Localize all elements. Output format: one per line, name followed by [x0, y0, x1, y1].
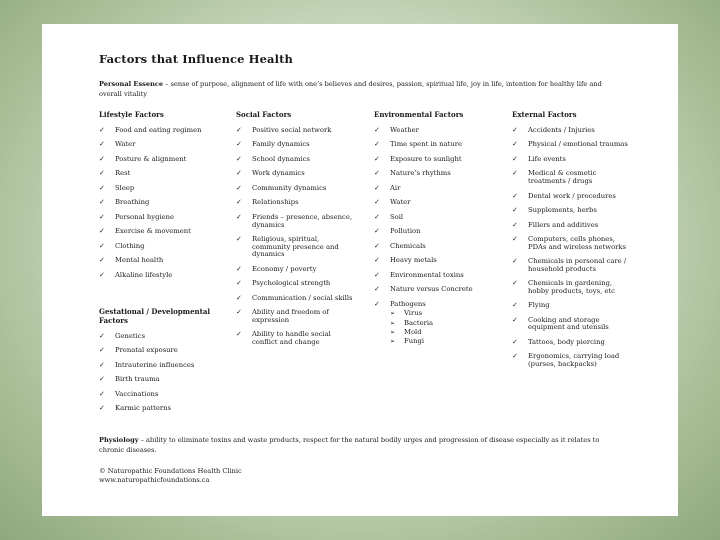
list-item: [236, 170, 358, 178]
list-item: [99, 127, 219, 135]
sublist-item: [390, 329, 479, 337]
check-icon: ✓: [99, 140, 105, 149]
gestational-heading: Gestational / Developmental Factors: [99, 307, 211, 325]
social-list: [236, 127, 358, 346]
check-icon: ✓: [99, 270, 105, 279]
check-icon: ✓: [374, 256, 380, 265]
list-item-label: Tattoos, body piercing: [528, 337, 605, 346]
lifestyle-column: [99, 110, 219, 286]
check-icon: ✓: [99, 227, 105, 236]
arrow-bullet-icon: ➢: [390, 310, 396, 318]
list-item-label: School dynamics: [252, 154, 310, 163]
check-icon: ✓: [236, 198, 242, 207]
external-column: [512, 110, 634, 375]
list-item: [236, 127, 358, 135]
check-icon: ✓: [99, 256, 105, 265]
list-item-label: Personal hygiene: [115, 212, 175, 221]
list-item-label: Chemicals: [390, 241, 426, 250]
list-item-label: Ability to handle social conflict and change: [252, 330, 331, 346]
check-icon: ✓: [512, 352, 518, 361]
list-item: [512, 207, 634, 215]
check-icon: ✓: [512, 301, 518, 310]
list-item: [99, 257, 219, 265]
check-icon: ✓: [374, 183, 380, 192]
document-page: [42, 24, 678, 516]
list-item: [236, 214, 358, 229]
lifestyle-heading: Lifestyle Factors: [99, 110, 164, 119]
social-heading: Social Factors: [236, 110, 292, 119]
list-item-label: Friends – presence, absence, dynamics: [252, 212, 353, 229]
list-item: [236, 266, 358, 274]
list-item: [99, 376, 219, 384]
list-item: [99, 156, 219, 164]
check-icon: ✓: [374, 241, 380, 250]
list-item: [99, 272, 219, 280]
check-icon: ✓: [236, 212, 242, 221]
list-item: [99, 391, 219, 399]
sublist-item-label: Bacteria: [404, 318, 434, 327]
check-icon: ✓: [236, 140, 242, 149]
list-item: [236, 236, 358, 259]
check-icon: ✓: [512, 220, 518, 229]
check-icon: ✓: [236, 279, 242, 288]
check-icon: ✓: [512, 279, 518, 288]
social-column: [236, 110, 358, 353]
list-item: [99, 170, 219, 178]
list-item-label: Cooking and storage equipment and utensils: [528, 315, 609, 332]
list-item-label: Economy / poverty: [252, 264, 317, 273]
list-item-label: Computers, cells phones, PDAs and wireless networks: [528, 234, 627, 251]
list-item-label: Dental work / procedures: [528, 191, 616, 200]
check-icon: ✓: [99, 154, 105, 163]
website-url: www.naturopathicfoundations.ca: [99, 476, 210, 484]
check-icon: ✓: [236, 308, 242, 317]
list-item: [512, 156, 634, 164]
list-item: [374, 141, 479, 149]
list-item-label: Fillers and additives: [528, 220, 599, 229]
check-icon: ✓: [512, 257, 518, 266]
list-item: [236, 280, 358, 288]
check-icon: ✓: [99, 126, 105, 134]
list-item-label: Communication / social skills: [252, 293, 353, 302]
list-item: [99, 243, 219, 251]
check-icon: ✓: [99, 375, 105, 384]
sublist-item: [390, 320, 479, 328]
list-item: [512, 353, 634, 368]
list-item: [99, 214, 219, 222]
environmental-heading: Environmental Factors: [374, 110, 464, 119]
list-item: [512, 258, 634, 273]
footer: [99, 467, 242, 485]
personal-essence-text: – sense of purpose, alignment of life with one’s believes and desires, passion, spiritual life, joy in life, intention for healthy life and overall vitality: [99, 80, 602, 98]
list-item: [99, 228, 219, 236]
list-item-label: Weather: [390, 126, 419, 134]
list-item: [236, 199, 358, 207]
list-item: [99, 347, 219, 355]
list-item-label: Vaccinations: [115, 389, 159, 398]
list-item: [374, 199, 479, 207]
list-item: [99, 405, 219, 413]
check-icon: ✓: [236, 330, 242, 339]
list-item: [236, 156, 358, 164]
list-item-label: Heavy metals: [390, 256, 437, 265]
list-item: [374, 301, 479, 346]
check-icon: ✓: [99, 404, 105, 413]
list-item: [374, 156, 479, 164]
check-icon: ✓: [236, 293, 242, 302]
environmental-list: [374, 127, 479, 346]
external-list: [512, 127, 634, 368]
arrow-bullet-icon: ➢: [390, 328, 396, 336]
check-icon: ✓: [374, 154, 380, 163]
list-item: [99, 199, 219, 207]
list-item-label: Religious, spiritual, community presence and dynamics: [252, 234, 339, 259]
list-item: [374, 286, 479, 294]
list-item: [512, 193, 634, 201]
list-item: [236, 185, 358, 193]
page-title: Factors that Influence Health: [99, 52, 293, 66]
lifestyle-list: [99, 127, 219, 279]
list-item-label: Posture & alignment: [115, 154, 187, 163]
list-item-label: Physical / emotional traumas: [528, 140, 628, 149]
list-item-label: Exposure to sunlight: [390, 154, 462, 163]
list-item: [512, 141, 634, 149]
list-item-label: Water: [115, 140, 136, 149]
check-icon: ✓: [99, 241, 105, 250]
list-item: [374, 243, 479, 251]
list-item-label: Pathogens: [390, 299, 426, 308]
check-icon: ✓: [512, 206, 518, 215]
copyright-text: © Naturopathic Foundations Health Clinic: [99, 467, 242, 475]
arrow-bullet-icon: ➢: [390, 319, 396, 327]
check-icon: ✓: [99, 346, 105, 355]
list-item-label: Medical & cosmetic treatments / drugs: [528, 169, 597, 186]
list-item: [374, 228, 479, 236]
list-item-label: Intrauterine influences: [115, 360, 195, 369]
list-item: [99, 333, 219, 341]
list-item-label: Community dynamics: [252, 183, 327, 192]
list-item-label: Breathing: [115, 198, 150, 207]
pathogen-sublist: [390, 310, 479, 345]
sublist-item-label: Virus: [404, 309, 423, 318]
list-item-label: Accidents / Injuries: [528, 126, 595, 134]
list-item-label: Environmental toxins: [390, 270, 464, 279]
check-icon: ✓: [99, 389, 105, 398]
list-item: [512, 280, 634, 295]
check-icon: ✓: [236, 169, 242, 178]
check-icon: ✓: [374, 140, 380, 149]
list-item-label: Psychological strength: [252, 279, 331, 288]
list-item: [512, 339, 634, 347]
list-item-label: Genetics: [115, 332, 146, 340]
list-item: [512, 317, 634, 332]
list-item: [512, 236, 634, 251]
check-icon: ✓: [374, 198, 380, 207]
check-icon: ✓: [99, 198, 105, 207]
personal-essence-paragraph: [99, 80, 624, 99]
list-item: [374, 170, 479, 178]
list-item-label: Work dynamics: [252, 169, 305, 178]
check-icon: ✓: [374, 299, 380, 308]
list-item-label: Ability and freedom of expression: [252, 308, 329, 324]
check-icon: ✓: [512, 140, 518, 149]
list-item-label: Birth trauma: [115, 375, 160, 384]
list-item-label: Prenatal exposure: [115, 346, 178, 355]
sublist-item: [390, 310, 479, 318]
physiology-text: – ability to eliminate toxins and waste products, respect for the natural bodily urges and progression of disease especially as it relates to chronic diseases.: [99, 436, 600, 454]
check-icon: ✓: [236, 183, 242, 192]
list-item-label: Chemicals in personal care / household products: [528, 257, 627, 273]
check-icon: ✓: [236, 126, 242, 134]
list-item-label: Clothing: [115, 241, 145, 250]
list-item-label: Rest: [115, 169, 131, 178]
list-item-label: Chemicals in gardening, hobby products, toys, etc: [528, 279, 615, 295]
list-item-label: Soil: [390, 212, 404, 221]
list-item-label: Water: [390, 198, 411, 207]
check-icon: ✓: [99, 212, 105, 221]
list-item-label: Positive social network: [252, 126, 332, 134]
list-item: [236, 309, 358, 324]
list-item-label: Supplements, herbs: [528, 206, 597, 215]
check-icon: ✓: [99, 332, 105, 340]
check-icon: ✓: [512, 126, 518, 134]
list-item-label: Family dynamics: [252, 140, 310, 149]
list-item: [236, 331, 358, 346]
check-icon: ✓: [512, 191, 518, 200]
check-icon: ✓: [236, 154, 242, 163]
sublist-item: [390, 338, 479, 346]
check-icon: ✓: [374, 270, 380, 279]
list-item-label: Air: [390, 183, 401, 192]
check-icon: ✓: [99, 360, 105, 369]
check-icon: ✓: [512, 315, 518, 324]
check-icon: ✓: [512, 154, 518, 163]
list-item-label: Sleep: [115, 183, 135, 192]
list-item: [374, 185, 479, 193]
check-icon: ✓: [374, 169, 380, 178]
external-heading: External Factors: [512, 110, 577, 119]
list-item-label: Alkaline lifestyle: [115, 270, 173, 279]
check-icon: ✓: [512, 234, 518, 243]
list-item: [512, 222, 634, 230]
gestational-list: [99, 333, 219, 413]
list-item: [99, 141, 219, 149]
check-icon: ✓: [374, 212, 380, 221]
list-item: [512, 170, 634, 185]
sublist-item-label: Fungi: [404, 336, 424, 345]
check-icon: ✓: [374, 285, 380, 294]
list-item: [374, 272, 479, 280]
list-item-label: Ergonomics, carrying load (purses, backpacks): [528, 352, 620, 368]
gestational-column: [99, 307, 219, 420]
physiology-paragraph: [99, 436, 624, 455]
list-item-label: Exercise & movement: [115, 227, 191, 236]
list-item: [374, 127, 479, 135]
arrow-bullet-icon: ➢: [390, 337, 396, 345]
list-item: [512, 302, 634, 310]
list-item: [374, 257, 479, 265]
list-item: [374, 214, 479, 222]
list-item-label: Nature’s rhythms: [390, 169, 451, 178]
list-item-label: Pollution: [390, 227, 421, 236]
list-item-label: Karmic patterns: [115, 404, 171, 413]
list-item: [236, 141, 358, 149]
physiology-label: Physiology: [99, 436, 139, 444]
check-icon: ✓: [99, 169, 105, 178]
list-item: [99, 362, 219, 370]
check-icon: ✓: [374, 227, 380, 236]
environmental-column: [374, 110, 479, 352]
list-item-label: Nature versus Concrete: [390, 285, 473, 294]
sublist-item-label: Mold: [404, 327, 422, 336]
check-icon: ✓: [374, 126, 380, 134]
list-item-label: Relationships: [252, 198, 299, 207]
list-item-label: Life events: [528, 154, 566, 163]
list-item-label: Time spent in nature: [390, 140, 462, 149]
list-item-label: Food and eating regimen: [115, 126, 202, 134]
check-icon: ✓: [236, 264, 242, 273]
list-item: [99, 185, 219, 193]
check-icon: ✓: [512, 169, 518, 178]
check-icon: ✓: [99, 183, 105, 192]
list-item-label: Mental health: [115, 256, 164, 265]
list-item-label: Flying: [528, 301, 550, 310]
check-icon: ✓: [512, 337, 518, 346]
personal-essence-label: Personal Essence: [99, 80, 164, 88]
check-icon: ✓: [236, 234, 242, 243]
list-item: [236, 295, 358, 303]
list-item: [512, 127, 634, 135]
